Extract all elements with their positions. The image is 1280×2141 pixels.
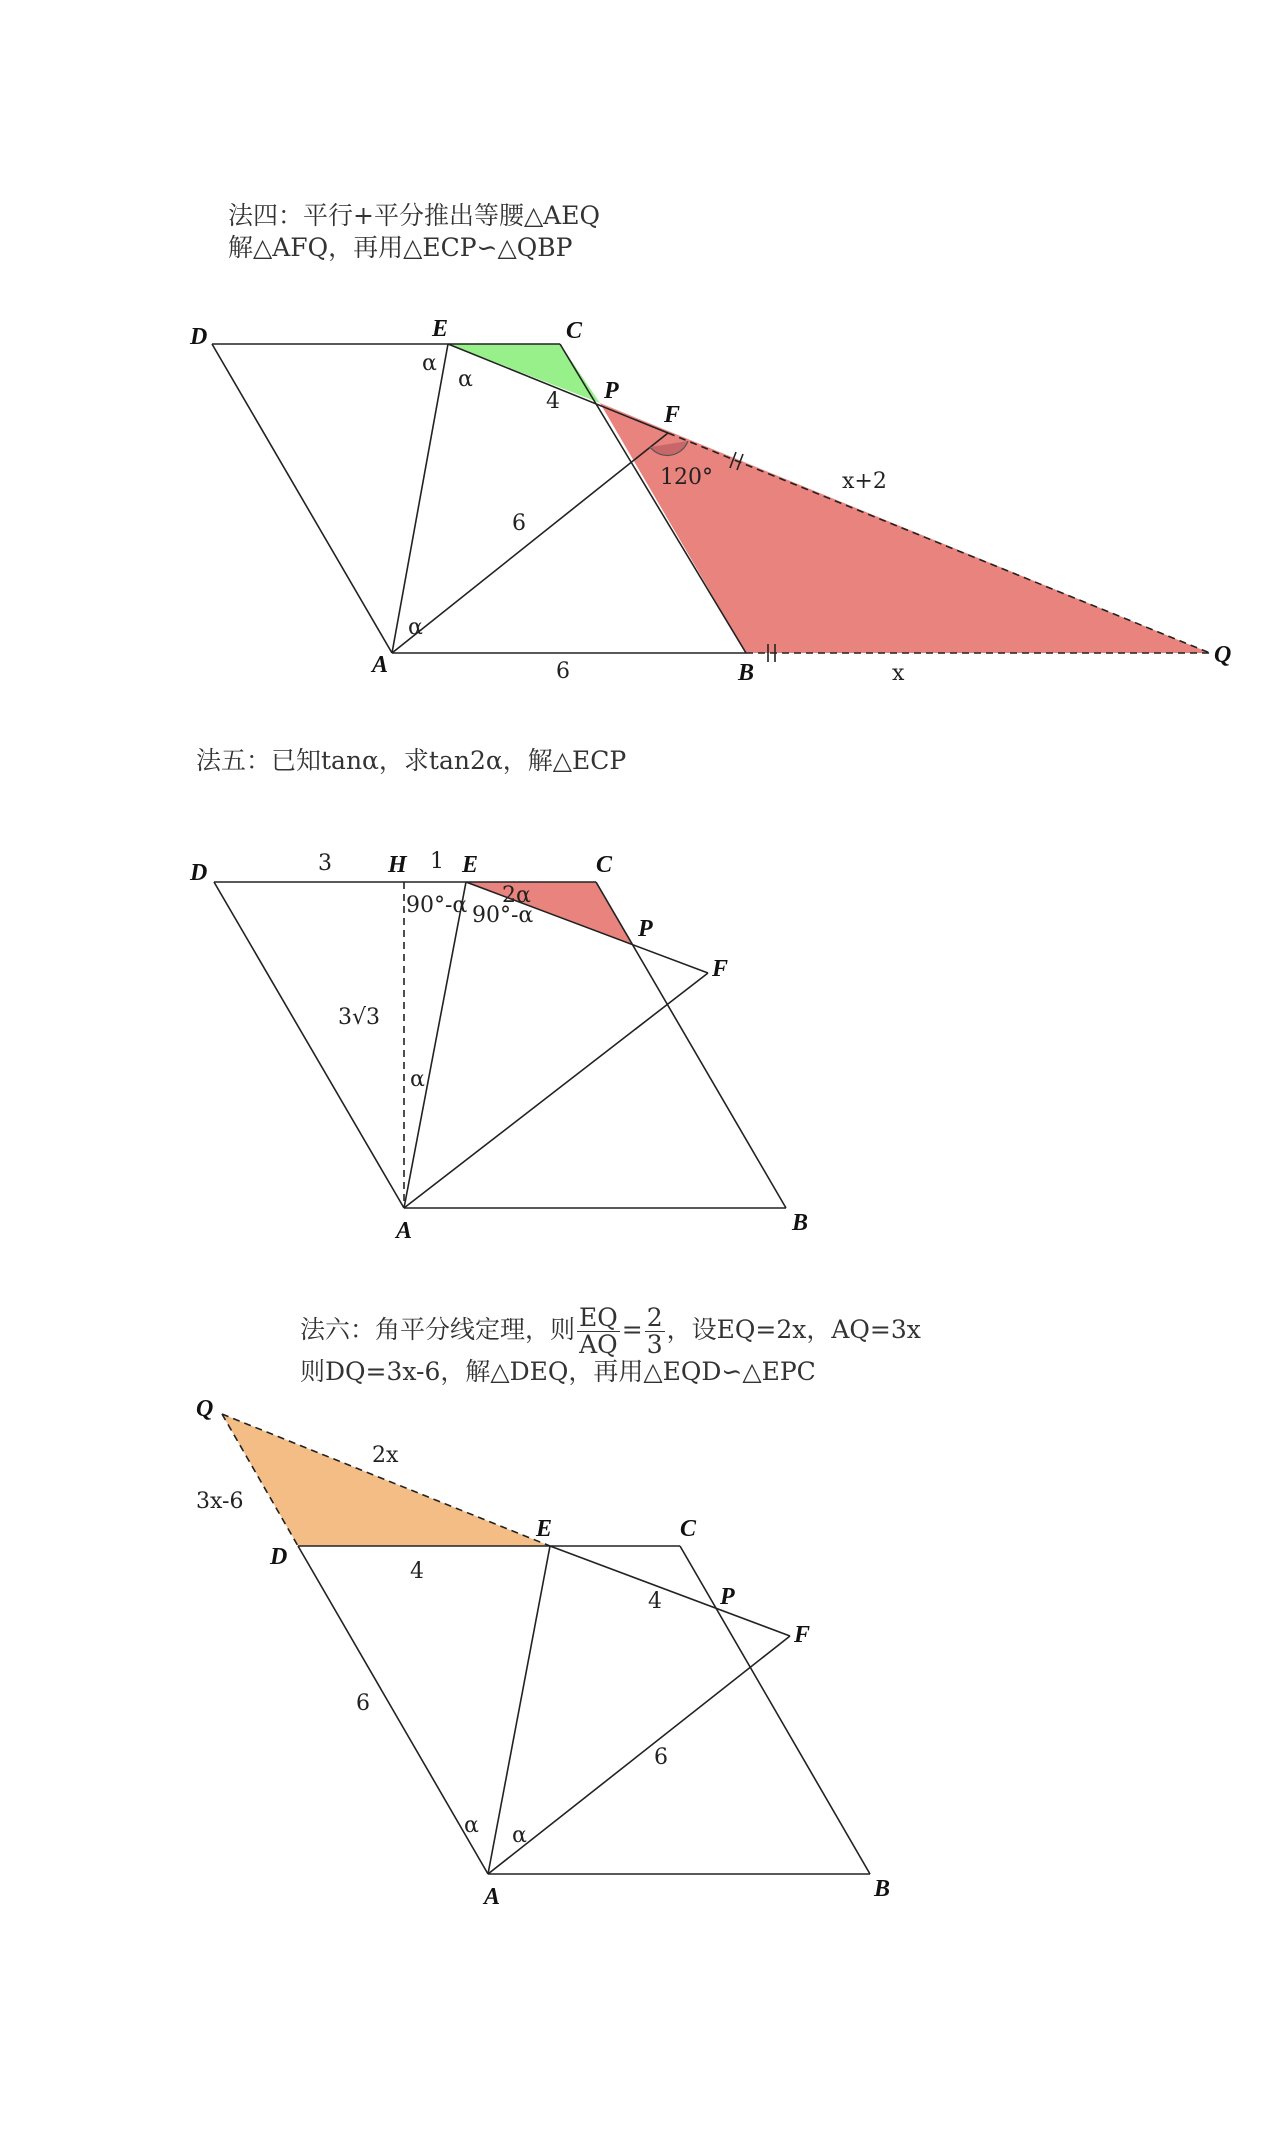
point-label-d: D — [270, 1544, 288, 1570]
length-label-dh: 3 — [318, 851, 332, 876]
point-label-b: B — [792, 1210, 809, 1236]
segment-af — [392, 433, 668, 653]
segment-cb — [680, 1546, 870, 1874]
angle-label-h: 90°-α — [406, 893, 468, 918]
segment-af — [488, 1636, 790, 1874]
segment-cb — [596, 882, 786, 1208]
length-label-ep: 4 — [648, 1589, 662, 1614]
point-label-d: D — [190, 324, 208, 350]
segment-af — [404, 973, 708, 1208]
point-label-a: A — [484, 1884, 501, 1910]
fraction-denominator: AQ — [579, 1330, 618, 1359]
method4-caption-line1: 法四：平行+平分推出等腰△AEQ — [228, 201, 600, 230]
angle-label-f-120: 120° — [660, 465, 713, 490]
angle-label-2alpha: 2α — [502, 883, 531, 908]
segment-ae — [404, 882, 466, 1208]
point-label-p: P — [638, 916, 653, 942]
segment-da — [212, 344, 392, 653]
point-label-b: B — [874, 1876, 891, 1902]
point-label-e: E — [432, 316, 449, 342]
method6-caption-suffix: ，设EQ=2x，AQ=3x — [666, 1315, 921, 1344]
method5-caption: 法五：已知tanα，求tan2α，解△ECP — [196, 746, 627, 775]
point-label-c: C — [596, 852, 613, 878]
method6-caption-line2: 则DQ=3x-6，解△DEQ，再用△EQD∽△EPC — [300, 1357, 816, 1386]
angle-label-alpha-a: α — [408, 615, 423, 640]
point-label-p: P — [720, 1584, 735, 1610]
angle-label-alpha-aef: α — [458, 367, 473, 392]
fraction-numerator: EQ — [579, 1303, 618, 1332]
length-label-qd: 3x-6 — [196, 1489, 244, 1514]
point-label-f: F — [712, 956, 729, 982]
length-label-ah: 3√3 — [338, 1005, 381, 1030]
length-label-ab: 6 — [556, 659, 570, 684]
point-label-c: C — [680, 1516, 697, 1542]
length-label-qe: 2x — [372, 1443, 399, 1468]
point-label-a: A — [372, 652, 389, 678]
method6-diagram — [196, 1396, 890, 1910]
length-label-de: 4 — [410, 1559, 424, 1584]
angle-label-alpha-eaf: α — [512, 1823, 527, 1848]
angle-label-alpha-dea: α — [422, 351, 437, 376]
angle-label-e: 90°-α — [472, 903, 534, 928]
point-label-e: E — [536, 1516, 553, 1542]
length-label-ad: 6 — [356, 1691, 370, 1716]
angle-label-alpha-dae: α — [464, 1813, 479, 1838]
segment-ae — [392, 344, 448, 653]
length-label-fq: x+2 — [842, 469, 887, 494]
length-label-bq: x — [892, 661, 905, 686]
fraction-denominator: 3 — [646, 1330, 663, 1359]
point-label-q: Q — [196, 1396, 214, 1422]
fraction-numerator: 2 — [646, 1303, 663, 1332]
segment-da — [298, 1546, 488, 1874]
point-label-h: H — [388, 852, 407, 878]
method4-caption-line2: 解△AFQ，再用△ECP∽△QBP — [228, 233, 573, 262]
length-label-af: 6 — [512, 511, 526, 536]
angle-label-alpha: α — [410, 1067, 425, 1092]
method6-caption-prefix: 法六：角平分线定理，则 — [300, 1315, 576, 1344]
method5-diagram — [189, 849, 808, 1244]
length-label-ep: 4 — [546, 389, 560, 414]
point-label-q: Q — [1214, 642, 1232, 668]
equals-sign: = — [621, 1315, 643, 1344]
point-label-d: D — [190, 860, 208, 886]
point-label-b: B — [738, 660, 755, 686]
point-label-c: C — [566, 318, 583, 344]
point-label-f: F — [664, 402, 681, 428]
point-label-f: F — [794, 1622, 811, 1648]
point-label-p: P — [604, 378, 619, 404]
length-label-af: 6 — [654, 1745, 668, 1770]
segment-ef — [550, 1546, 790, 1636]
point-label-a: A — [396, 1218, 413, 1244]
length-label-he: 1 — [430, 849, 444, 874]
method4-diagram — [189, 316, 1231, 686]
point-label-e: E — [462, 852, 479, 878]
segment-da — [214, 882, 404, 1208]
